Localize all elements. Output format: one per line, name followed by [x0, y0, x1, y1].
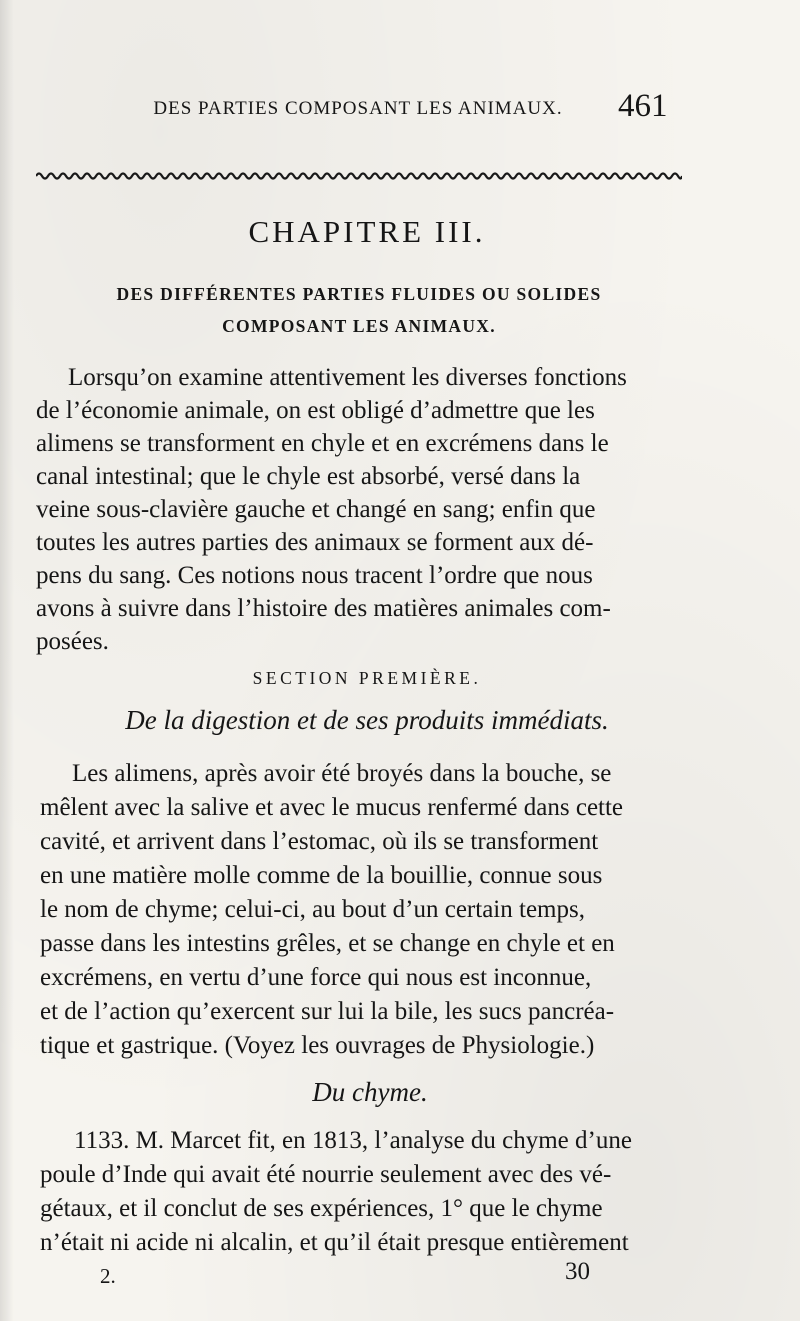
- text-line: pens du sang. Ces notions nous tracent l’ordre que nous: [36, 562, 593, 589]
- text-line: canal intestinal; que le chyle est absorbé, versé dans la: [36, 463, 581, 490]
- text-line: avons à suivre dans l’histoire des matières animales com-: [36, 595, 611, 622]
- text-line: veine sous-clavière gauche et changé en sang; enfin que: [36, 496, 596, 523]
- text-line: cavité, et arrivent dans l’estomac, où ils se transforment: [40, 828, 599, 855]
- text-line: mêlent avec la salive et avec le mucus renfermé dans cette: [40, 794, 624, 821]
- text-line: en une matière molle comme de la bouillie, connue sous: [40, 862, 603, 889]
- page-edge-shadow: [0, 0, 14, 1321]
- text-line: excrémens, en vertu d’une force qui nous est inconnue,: [40, 964, 592, 991]
- chapter-subtitle-line-2: COMPOSANT LES ANIMAUX.: [222, 316, 496, 336]
- text-line: toutes les autres parties des animaux se forment aux dé-: [36, 529, 594, 556]
- chapter-subtitle-line-1: DES DIFFÉRENTES PARTIES FLUIDES OU SOLIDES: [116, 284, 602, 304]
- text-line: et de l’action qu’exercent sur lui la bile, les sucs pancréa-: [40, 998, 615, 1025]
- ornamental-rule: [36, 170, 682, 180]
- text-line: le nom de chyme; celui-ci, au bout d’un certain temps,: [40, 896, 585, 923]
- text-line: Les alimens, après avoir été broyés dans la bouche, se: [72, 760, 612, 787]
- text-line: de l’économie animale, on est obligé d’admettre que les: [36, 397, 595, 424]
- text-line: passe dans les intestins grêles, et se change en chyle et en: [40, 930, 615, 957]
- text-line: poule d’Inde qui avait été nourrie seulement avec des vé-: [40, 1161, 612, 1188]
- text-line: tique et gastrique. (Voyez les ouvrages de Physiologie.): [40, 1032, 595, 1059]
- section-subtitle: De la digestion et de ses produits immédiats.: [125, 705, 609, 735]
- signature-mark: 2.: [100, 1264, 116, 1288]
- sheet-number: 30: [565, 1258, 590, 1285]
- section-title: SECTION PREMIÈRE.: [252, 668, 482, 688]
- text-line: n’était ni acide ni alcalin, et qu’il était presque entièrement: [40, 1229, 629, 1256]
- chapter-title: CHAPITRE III.: [248, 214, 486, 249]
- text-line: posées.: [36, 628, 109, 655]
- running-head: DES PARTIES COMPOSANT LES ANIMAUX.: [153, 98, 563, 119]
- page-number: 461: [618, 88, 668, 124]
- text-line: alimens se transforment en chyle et en excrémens dans le: [36, 430, 609, 457]
- text-line: 1133. M. Marcet fit, en 1813, l’analyse du chyme d’une: [74, 1127, 632, 1154]
- chyme-heading: Du chyme.: [312, 1077, 428, 1107]
- text-line: gétaux, et il conclut de ses expériences, 1° que le chyme: [40, 1195, 603, 1222]
- text-line: Lorsqu’on examine attentivement les diverses fonctions: [68, 364, 627, 391]
